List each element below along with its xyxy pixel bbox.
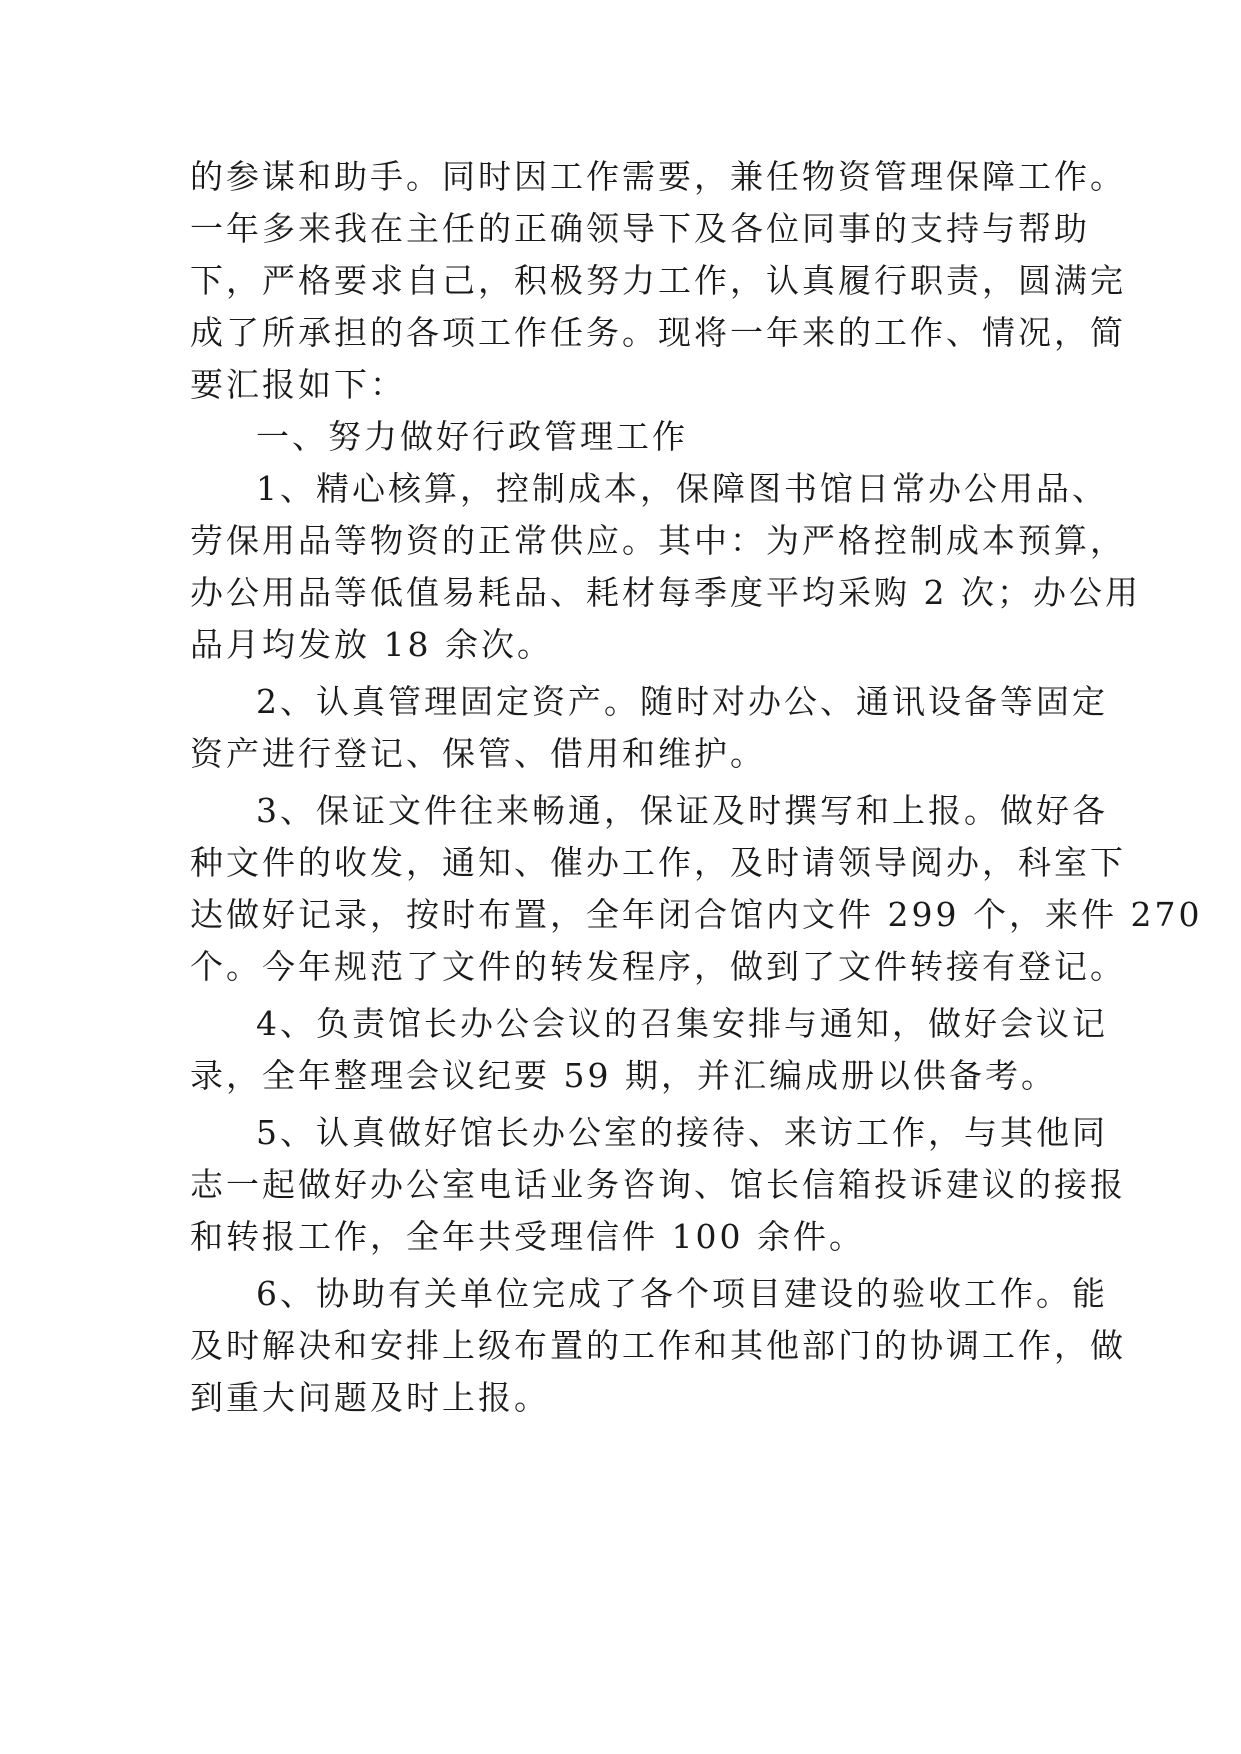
text-line: 要汇报如下： [190, 365, 406, 404]
text-line: 下，严格要求自己，积极努力工作，认真履行职责，圆满完 [190, 261, 1126, 300]
text-line: 到重大问题及时上报。 [190, 1378, 550, 1417]
text-line: 种文件的收发，通知、催办工作，及时请领导阅办，科室下 [190, 843, 1126, 882]
text-line: 一年多来我在主任的正确领导下及各位同事的支持与帮助 [190, 209, 1090, 248]
text-line: 志一起做好办公室电话业务咨询、馆长信箱投诉建议的接报 [190, 1165, 1126, 1204]
text-line: 个。今年规范了文件的转发程序，做到了文件转接有登记。 [190, 947, 1126, 986]
text-line: 录，全年整理会议纪要 59 期，并汇编成册以供备考。 [190, 1056, 1057, 1095]
section-heading: 一、努力做好行政管理工作 [256, 417, 688, 456]
text-line: 劳保用品等物资的正常供应。其中：为严格控制成本预算， [190, 521, 1126, 560]
text-line: 的参谋和助手。同时因工作需要，兼任物资管理保障工作。 [190, 157, 1126, 196]
text-line: 资产进行登记、保管、借用和维护。 [190, 734, 766, 773]
text-line: 1、精心核算，控制成本，保障图书馆日常办公用品、 [256, 469, 1108, 508]
text-line: 6、协助有关单位完成了各个项目建设的验收工作。能 [256, 1274, 1108, 1313]
text-line: 3、保证文件往来畅通，保证及时撰写和上报。做好各 [256, 791, 1108, 830]
text-line: 和转报工作，全年共受理信件 100 余件。 [190, 1217, 865, 1256]
text-line: 成了所承担的各项工作任务。现将一年来的工作、情况，简 [190, 313, 1126, 352]
text-line: 达做好记录，按时布置，全年闭合馆内文件 299 个，来件 270 [190, 895, 1203, 934]
text-line: 5、认真做好馆长办公室的接待、来访工作，与其他同 [256, 1113, 1108, 1152]
text-line: 2、认真管理固定资产。随时对办公、通讯设备等固定 [256, 682, 1108, 721]
text-line: 4、负责馆长办公会议的召集安排与通知，做好会议记 [256, 1004, 1108, 1043]
text-line: 品月均发放 18 余次。 [190, 625, 553, 664]
text-line: 及时解决和安排上级布置的工作和其他部门的协调工作，做 [190, 1326, 1126, 1365]
text-line: 办公用品等低值易耗品、耗材每季度平均采购 2 次；办公用 [190, 573, 1141, 612]
